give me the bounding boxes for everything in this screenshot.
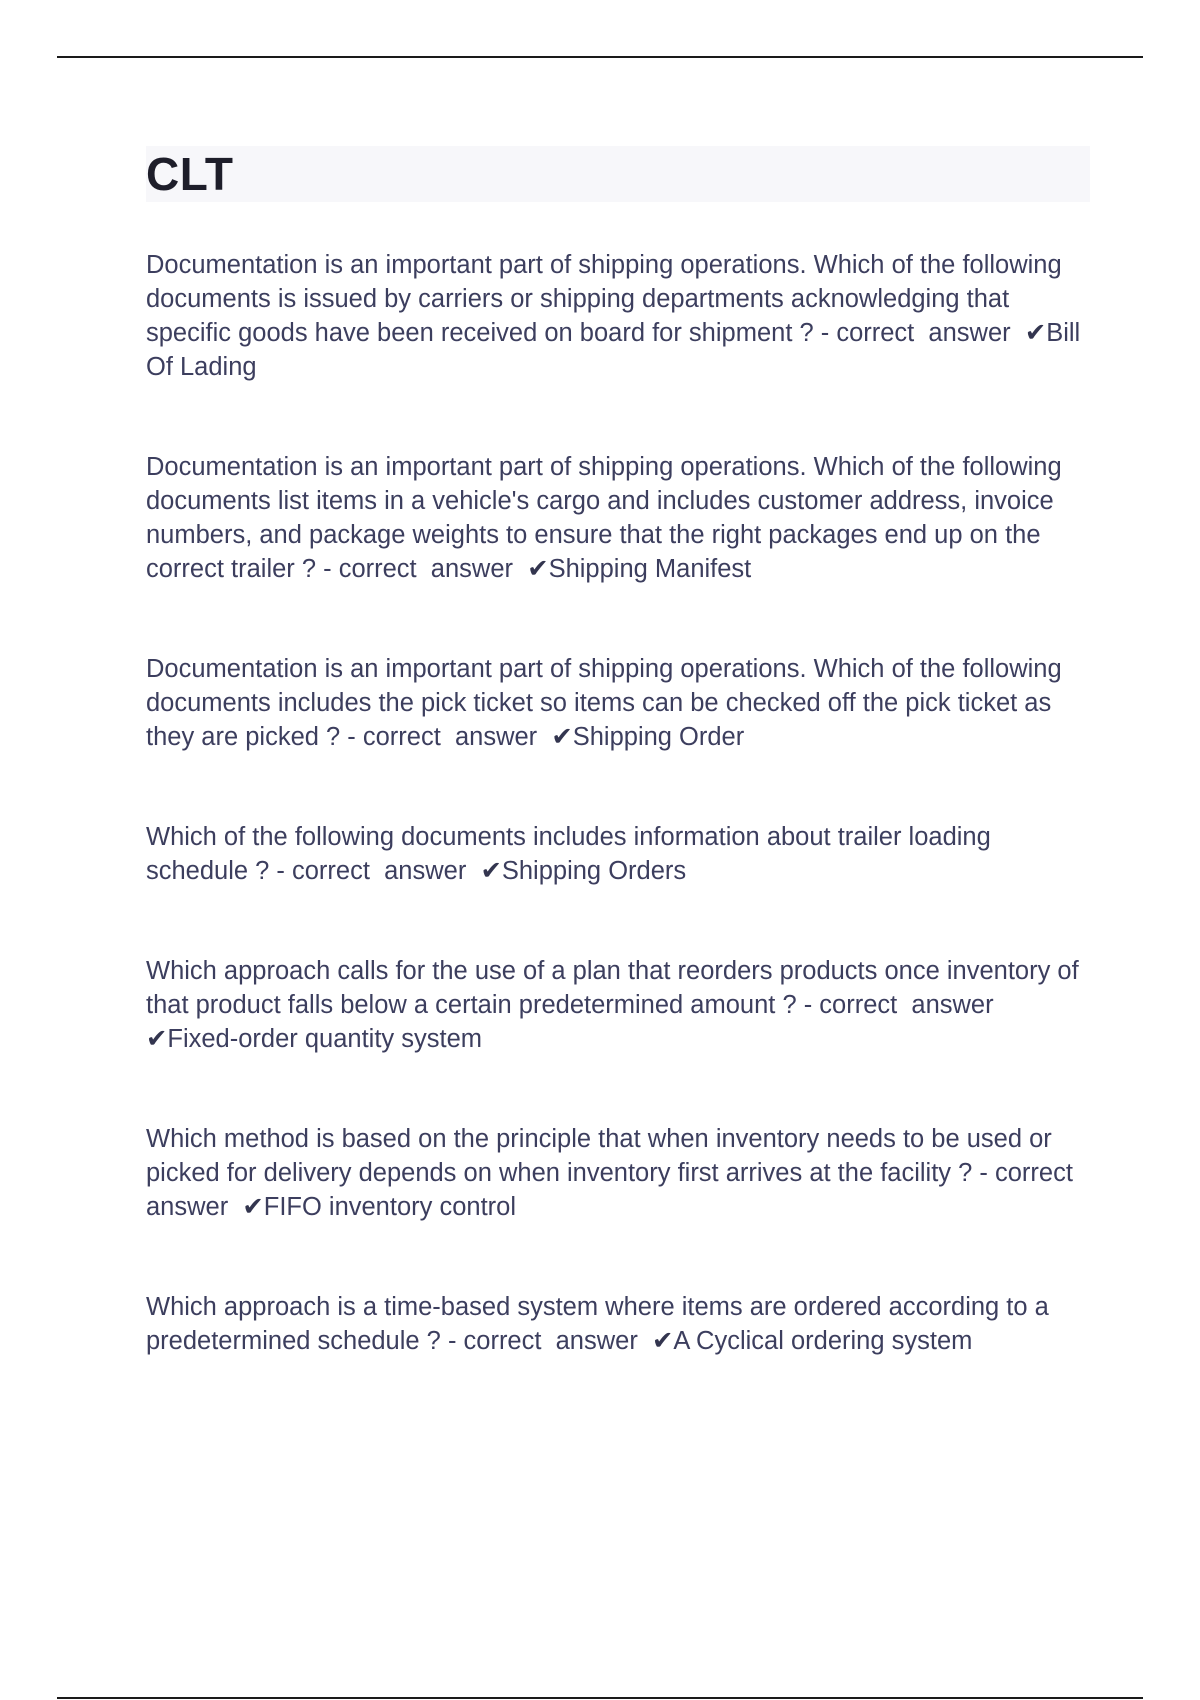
answer-text: Shipping Order bbox=[572, 723, 745, 751]
question-text: Which method is based on the principle that when inventory needs to be used or picked for delivery depends on when inventory first arrives at the facility ? - correct answer bbox=[146, 1125, 1088, 1221]
question-text: Which of the following documents includes information about trailer loading schedule ? - correct answer bbox=[146, 823, 998, 885]
checkmark-icon: ✔ bbox=[527, 555, 549, 583]
qa-item-7 bbox=[146, 1290, 1090, 1358]
top-divider bbox=[57, 56, 1143, 58]
checkmark-icon: ✔ bbox=[652, 1327, 674, 1355]
answer-text: Shipping Manifest bbox=[548, 555, 752, 583]
checkmark-icon: ✔ bbox=[1024, 319, 1047, 347]
title-bar bbox=[146, 146, 1090, 202]
checkmark-icon: ✔ bbox=[551, 723, 573, 751]
checkmark-icon: ✔ bbox=[242, 1193, 264, 1221]
qa-item-6 bbox=[146, 1122, 1090, 1224]
qa-item-4 bbox=[146, 820, 1090, 888]
qa-item-3 bbox=[146, 652, 1090, 754]
question-text: Which approach is a time-based system where items are ordered according to a predetermined schedule ? - correct answer bbox=[146, 1293, 1056, 1355]
answer-text: FIFO inventory control bbox=[263, 1193, 516, 1221]
question-text: Documentation is an important part of shipping operations. Which of the following documents includes the pick ticket so items can be checked off the pick ticket as they are picked ? - correct answer bbox=[146, 655, 1069, 751]
question-text: Which approach calls for the use of a plan that reorders products once inventory of that product falls below a certain predetermined amount ? - correct answer bbox=[146, 957, 1086, 1019]
document-body bbox=[146, 146, 1090, 1358]
answer-text: A Cyclical ordering system bbox=[673, 1327, 973, 1355]
qa-item-5 bbox=[146, 954, 1090, 1056]
qa-list bbox=[146, 248, 1090, 1358]
question-text: Documentation is an important part of shipping operations. Which of the following documents list items in a vehicle's cargo and includes customer address, invoice numbers, and package weights to ensure that the right packages end up on the correct trailer ? - correct answer bbox=[146, 453, 1069, 583]
qa-item-2 bbox=[146, 450, 1090, 586]
answer-text: Shipping Orders bbox=[501, 857, 687, 885]
answer-text: Fixed-order quantity system bbox=[167, 1025, 482, 1053]
checkmark-icon: ✔ bbox=[480, 857, 502, 885]
checkmark-icon: ✔ bbox=[146, 1025, 168, 1053]
answer-text: Bill Of Lading bbox=[146, 319, 1088, 381]
page-title: CLT bbox=[146, 148, 234, 200]
bottom-divider bbox=[57, 1697, 1143, 1699]
qa-item-1 bbox=[146, 248, 1090, 384]
question-text: Documentation is an important part of shipping operations. Which of the following documents is issued by carriers or shipping departments acknowledging that specific goods have been received on board for shipment ? - correct answer bbox=[146, 251, 1069, 347]
